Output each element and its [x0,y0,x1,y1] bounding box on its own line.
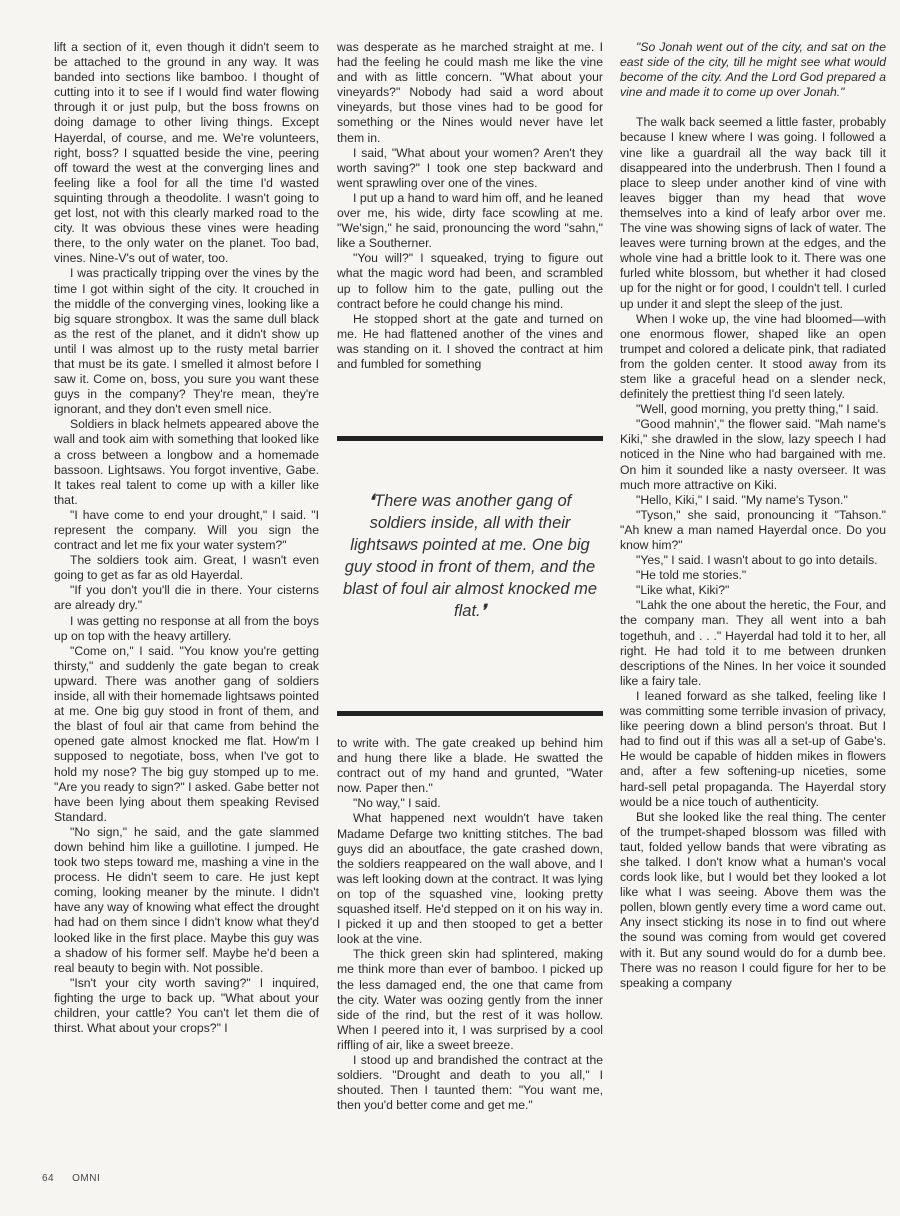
paragraph: lift a section of it, even though it didn't seem to be attached to the ground in any way. It was banded into sections like bamboo. I thought of cutting into it to see if I would find water flowing through it or just pulp, but the boss frowns on doing damage to other living things. Except Hayerdal, of course, and me. We're volunteers, right, boss? I squatted beside the vine, peering off toward the west at the converging lines and feeling like a fool for all the time I'd wasted squinting through a theodolite. I wasn't going to get lost, not with this clearly marked road to the city. It was obvious these vines were heading there, to the only water on the planet. Too bad, vines. Nine-V's out of water, too. [54,40,319,266]
paragraph: "I have come to end your drought," I said. "I represent the company. Will you sign the contract and let me fix your water system?" [54,507,319,553]
paragraph: "He told me stories." [636,568,747,583]
open-quote-icon: ❛ [368,492,375,510]
paragraph: I leaned forward as she talked, feeling like I was committing some terrible invasion of privacy, like peering down a blind person's throat. But I had to find out if this was all a set-up of Gabe's. He would be capable of hidden mikes in flowers and, after a few softening-up niceties, some hard-sell petal propaganda. The Hayerdal story would be a nice touch of authenticity. [620,688,886,809]
paragraph: I said, "What about your women? Aren't they worth saving?" I took one step backward and went sprawling over one of the vines. [337,145,603,190]
paragraph: "Hello, Kiki," I said. "My name's Tyson." [636,492,848,507]
paragraph: "Well, good morning, you pretty thing," I said. [636,402,879,417]
paragraph: I put up a hand to ward him off, and he leaned over me, his wide, dirty face scowling at me. "We'sign," he said, pronouncing the word "sahn," like a Southerner. [337,190,603,251]
paragraph: "Come on," I said. "You know you're getting thirsty," and suddenly the gate began to creak upward. There was another gang of soldiers inside, all with their homemade lightsaws pointed at me. One big guy stood in front of them, and the blast of foul air that came from behind the opened gate almost knocked me flat. How'm I supposed to negotiate, boss, when I've got to hold my nose? The big guy stomped up to me. "Are you ready to sign?" I asked. Gabe better not have been lying about them speaking Revised Standard. [54,643,319,824]
paragraph: "Lahk the one about the heretic, the Four, and the company man. They all went into a bah togethuh, and . . ." Hayerdal had told it to her, all right. He had told it to me between drunken descriptions of the Nines. In her voice it sounded like a fairy tale. [620,598,886,688]
paragraph: "Isn't your city worth saving?" I inquired, fighting the urge to back up. "What about your children, your cattle? You can't let them die of thirst. What about your crops?" I [54,975,319,1036]
paragraph: I stood up and brandished the contract at the soldiers. "Drought and death to you all," I shouted. Then I taunted them: "You want me, then you'd better come and get me." [337,1052,603,1113]
magazine-name: OMNI [72,1173,101,1184]
paragraph: was desperate as he marched straight at me. I had the feeling he could mash me like the vine and with as little concern. "What about your vineyards?" Nobody had said a word about vineyards, but those vines had to be good for something or the Nines would never have let them in. [337,40,603,145]
paragraph: "Good mahnin'," the flower said. "Mah name's Kiki," she drawled in the slow, lazy speech I had noticed in the Nine who had bargained with me. On him it sounded like a nasty overseer. It was much more attractive on Kiki. [620,417,886,492]
paragraph: "No way," I said. [353,796,441,811]
paragraph: The walk back seemed a little faster, probably because I knew where I was going. I followed a vine like a guardrail all the way back till it disappeared into the underbrush. Then I found a place to sleep under another kind of vine with leaves bigger than my head that wove themselves into a kind of leafy arbor over me. The vine was showing signs of lack of water. The leaves were turning brown at the edges, and the whole vine had a brittle look to it. There was one furled white blossom, but whether it had closed up for the night or for good, I couldn't tell. I curled up under it and slept the sleep of the just. [620,115,886,311]
close-quote-icon: ❜ [480,602,486,620]
paragraph: "Like what, Kiki?" [636,583,730,598]
paragraph: The soldiers took aim. Great, I wasn't even going to get as far as old Hayerdal. [54,553,319,583]
pullquote-text: There was another gang of soldiers inside, all with their lightsaws pointed at me. One big guy stood in front of them, and the blast of foul air almost knocked me flat. [342,492,598,620]
page-footer [42,1173,118,1184]
paragraph: He stopped short at the gate and turned on me. He had flattened another of the vines and was standing on it. I shoved the contract at him and fumbled for something [337,311,603,371]
paragraph: to write with. The gate creaked up behind him and hung there like a blade. He swatted the contract out of my hand and grunted, "Water now. Paper then." [337,736,603,796]
paragraph: What happened next wouldn't have taken Madame Defarge two knitting stitches. The bad guys did an aboutface, the gate crashed down, the soldiers reappeared on the wall above, and I was left looking down at the contract. It was lying on top of the squashed vine, looking pretty squashed itself. He'd stepped on it on his way in. I picked it up and then stooped to get a better look at the vine. [337,811,603,947]
pullquote [340,490,600,622]
column-1 [54,40,319,1036]
page-number: 64 [42,1173,55,1184]
column-3 [620,40,886,991]
paragraph: "If you don't you'll die in there. Your cisterns are already dry." [54,583,319,613]
paragraph: "Yes," I said. I wasn't about to go into details. [636,553,878,568]
paragraph: When I woke up, the vine had bloomed—with one enormous flower, shaped like an open trumpet and colored a delicate pink, that radiated from the golden center. It stood away from its stem like a graceful head on a slender neck, definitely the prettiest thing I'd seen lately. [620,311,886,402]
pullquote-bottom-rule [337,711,603,716]
scripture-quote: "So Jonah went out of the city, and sat on the east side of the city, till he might see what would become of the city. And the Lord God prepared a vine and made it to come up over Jonah." [620,40,886,100]
paragraph: "You will?" I squeaked, trying to figure out what the magic word had been, and scrambled up to follow him to the gate, pulling out the contract before he could change his mind. [337,251,603,311]
paragraph: The thick green skin had splintered, making me think more than ever of bamboo. I picked up the less damaged end, the one that came from the city. Water was oozing gently from the inner side of the rind, but the rest of it was hollow. When I peered into it, I was surprised by a cool riffling of air, like a sweet breeze. [337,947,603,1052]
paragraph: I was practically tripping over the vines by the time I got within sight of the city. It crouched in the middle of the converging vines, looking like a big square strongbox. It was the same dull black as the rest of the planet, and it didn't show up until I was almost up to the rusty metal barrier that must be its gate. I smelled it almost before I saw it. Come on, boss, you sure you want these guys in the company? They're mean, they're ignorant, and they don't even smell nice. [54,266,319,417]
paragraph: Soldiers in black helmets appeared above the wall and took aim with something that looked like a cross between a longbow and a homemade bassoon. Lightsaws. You forgot inventive, Gabe. It takes real talent to come up with a killer like that. [54,417,319,507]
column-2-top [337,40,603,372]
paragraph: "Tyson," she said, pronouncing it "Tahson." "Ah knew a man named Hayerdal once. Do you know him?" [620,507,886,552]
paragraph: I was getting no response at all from the boys up on top with the heavy artillery. [54,613,319,643]
paragraph: But she looked like the real thing. The center of the trumpet-shaped blossom was filled with taut, folded yellow bands that were vibrating as she talked. I don't know what a human's vocal cords look like, but I would bet they looked a lot like what I was seeing. Above them was the pollen, blown gently every time a word came out. Any insect sticking its nose in to find out where the sound was coming from would get covered with it. But any sound would do for a dumb bee. There was no reason I could figure for her to be speaking a company [620,809,886,990]
pullquote-top-rule [337,436,603,441]
paragraph: "No sign," he said, and the gate slammed down behind him like a guillotine. I jumped. He took two steps toward me, mashing a vine in the process. He didn't seem to care. He just kept coming, looking meaner by the minute. I didn't have any way of knowing what effect the drought had had on them since I didn't know what they'd looked like in the first place. Maybe this guy was a shadow of his former self. Maybe he'd been a real beauty to begin with. Not possible. [54,824,319,975]
column-2-bottom [337,736,603,1113]
